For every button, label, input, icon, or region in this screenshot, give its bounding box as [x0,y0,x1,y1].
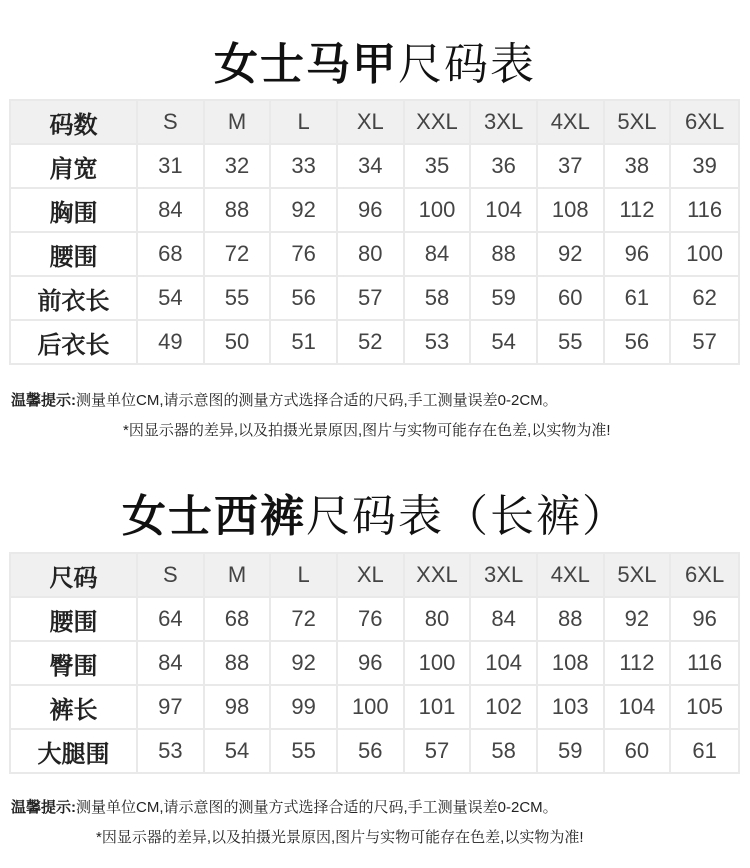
measurement-value-cell: 76 [338,598,405,642]
measurement-value-cell: 105 [671,686,738,730]
size-label-cell: XL [338,554,405,598]
header-label-cell: 尺码 [11,554,138,598]
measurement-value-cell: 76 [271,233,338,277]
size-label-cell: S [138,554,205,598]
measurement-value-cell: 51 [271,321,338,363]
measurement-value-cell: 31 [138,145,205,189]
vest-tip [11,389,558,410]
measurement-label-cell: 腰围 [11,598,138,642]
size-label-cell: M [205,554,272,598]
size-header-row [11,554,738,598]
vest-size-table [9,99,740,365]
measurement-value-cell: 108 [538,642,605,686]
size-label-cell: 3XL [471,101,538,145]
measurement-value-cell: 112 [605,642,672,686]
measurement-value-cell: 84 [138,189,205,233]
measurement-value-cell: 56 [338,730,405,772]
vest-tip-disclaimer: *因显示器的差异,以及拍摄光景原因,图片与实物可能存在色差,以实物为准! [123,422,611,439]
measurement-value-cell: 96 [338,642,405,686]
measurement-value-cell: 102 [471,686,538,730]
measurement-label-cell: 前衣长 [11,277,138,321]
measurement-value-cell: 116 [671,642,738,686]
measurement-value-cell: 35 [405,145,472,189]
measurement-value-cell: 38 [605,145,672,189]
measurement-value-cell: 32 [205,145,272,189]
size-label-cell: 3XL [471,554,538,598]
measurement-label-cell: 臀围 [11,642,138,686]
measurement-value-cell: 54 [205,730,272,772]
measurement-label-cell: 后衣长 [11,321,138,363]
size-label-cell: L [271,101,338,145]
size-label-cell: L [271,554,338,598]
measurement-value-cell: 92 [271,642,338,686]
measurement-value-cell: 112 [605,189,672,233]
measurement-value-cell: 56 [605,321,672,363]
pants-title-suffix: 尺码表（长裤） [306,491,628,542]
measurement-value-cell: 116 [671,189,738,233]
size-row [11,321,738,363]
measurement-value-cell: 104 [471,189,538,233]
measurement-label-cell: 大腿围 [11,730,138,772]
vest-tip-label: 温馨提示: [11,392,76,409]
measurement-value-cell: 88 [205,642,272,686]
measurement-value-cell: 36 [471,145,538,189]
vest-title-main: 女士马甲 [214,39,398,90]
measurement-value-cell: 37 [538,145,605,189]
size-label-cell: 5XL [605,554,672,598]
measurement-value-cell: 55 [538,321,605,363]
measurement-value-cell: 59 [538,730,605,772]
size-row [11,145,738,189]
measurement-value-cell: 92 [271,189,338,233]
measurement-value-cell: 64 [138,598,205,642]
measurement-value-cell: 100 [405,642,472,686]
measurement-value-cell: 54 [471,321,538,363]
measurement-value-cell: 58 [405,277,472,321]
size-label-cell: 4XL [538,101,605,145]
measurement-label-cell: 裤长 [11,686,138,730]
measurement-value-cell: 100 [338,686,405,730]
measurement-value-cell: 52 [338,321,405,363]
measurement-value-cell: 92 [538,233,605,277]
measurement-value-cell: 100 [671,233,738,277]
measurement-value-cell: 97 [138,686,205,730]
measurement-value-cell: 103 [538,686,605,730]
measurement-value-cell: 57 [405,730,472,772]
size-row [11,730,738,772]
measurement-value-cell: 57 [671,321,738,363]
measurement-value-cell: 53 [405,321,472,363]
measurement-value-cell: 98 [205,686,272,730]
measurement-value-cell: 39 [671,145,738,189]
measurement-value-cell: 61 [671,730,738,772]
size-label-cell: M [205,101,272,145]
measurement-value-cell: 96 [338,189,405,233]
measurement-value-cell: 88 [205,189,272,233]
measurement-value-cell: 84 [405,233,472,277]
size-label-cell: 4XL [538,554,605,598]
measurement-value-cell: 55 [205,277,272,321]
measurement-value-cell: 72 [271,598,338,642]
measurement-value-cell: 108 [538,189,605,233]
measurement-value-cell: 58 [471,730,538,772]
measurement-value-cell: 53 [138,730,205,772]
measurement-value-cell: 99 [271,686,338,730]
size-row [11,233,738,277]
pants-tip-text: 测量单位CM,请示意图的测量方式选择合适的尺码,手工测量误差0-2CM。 [76,799,558,816]
measurement-label-cell: 肩宽 [11,145,138,189]
measurement-value-cell: 80 [405,598,472,642]
measurement-label-cell: 腰围 [11,233,138,277]
size-row [11,642,738,686]
measurement-value-cell: 68 [205,598,272,642]
measurement-value-cell: 100 [405,189,472,233]
measurement-value-cell: 60 [605,730,672,772]
header-label-cell: 码数 [11,101,138,145]
size-label-cell: XXL [405,101,472,145]
size-row [11,598,738,642]
measurement-value-cell: 59 [471,277,538,321]
measurement-value-cell: 49 [138,321,205,363]
measurement-value-cell: 101 [405,686,472,730]
measurement-value-cell: 80 [338,233,405,277]
size-label-cell: XL [338,101,405,145]
measurement-value-cell: 55 [271,730,338,772]
measurement-value-cell: 96 [671,598,738,642]
size-label-cell: 6XL [671,554,738,598]
measurement-value-cell: 68 [138,233,205,277]
size-row [11,277,738,321]
vest-tip-text: 测量单位CM,请示意图的测量方式选择合适的尺码,手工测量误差0-2CM。 [76,392,558,409]
measurement-value-cell: 92 [605,598,672,642]
size-label-cell: 6XL [671,101,738,145]
size-header-row [11,101,738,145]
vest-title-suffix: 尺码表 [398,39,536,90]
measurement-value-cell: 34 [338,145,405,189]
measurement-value-cell: 88 [538,598,605,642]
measurement-value-cell: 62 [671,277,738,321]
size-label-cell: XXL [405,554,472,598]
pants-size-chart-title [0,480,750,544]
measurement-value-cell: 61 [605,277,672,321]
measurement-value-cell: 72 [205,233,272,277]
measurement-value-cell: 54 [138,277,205,321]
measurement-value-cell: 57 [338,277,405,321]
pants-tip-label: 温馨提示: [11,799,76,816]
vest-size-chart-title [0,28,750,92]
pants-tip-disclaimer: *因显示器的差异,以及拍摄光景原因,图片与实物可能存在色差,以实物为准! [96,829,584,846]
measurement-value-cell: 33 [271,145,338,189]
measurement-value-cell: 84 [138,642,205,686]
measurement-value-cell: 60 [538,277,605,321]
pants-title-main: 女士西裤 [122,491,306,542]
pants-size-table [9,552,740,774]
size-row [11,686,738,730]
measurement-value-cell: 104 [471,642,538,686]
measurement-value-cell: 88 [471,233,538,277]
size-row [11,189,738,233]
pants-tip [11,796,558,817]
measurement-value-cell: 104 [605,686,672,730]
measurement-value-cell: 56 [271,277,338,321]
size-label-cell: 5XL [605,101,672,145]
size-label-cell: S [138,101,205,145]
measurement-value-cell: 50 [205,321,272,363]
measurement-value-cell: 84 [471,598,538,642]
measurement-label-cell: 胸围 [11,189,138,233]
measurement-value-cell: 96 [605,233,672,277]
